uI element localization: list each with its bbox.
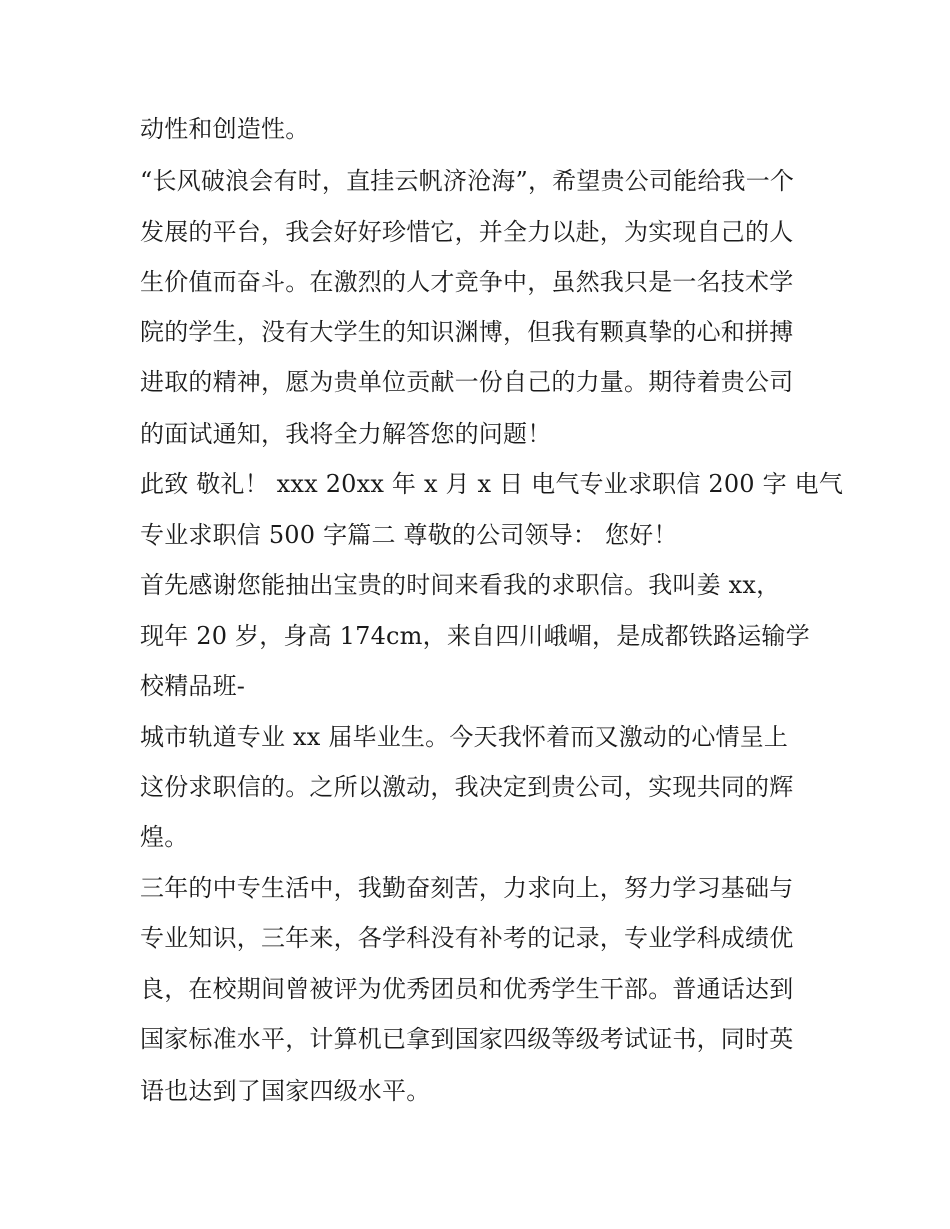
text-line: 语也达到了国家四级水平。 <box>140 1077 431 1105</box>
text-line: 煌。 <box>140 823 189 851</box>
text-line: 发展的平台，我会好好珍惜它，并全力以赴，为实现自己的人 <box>140 218 794 246</box>
text-line: 校精品班- <box>140 672 246 700</box>
text-line: 城市轨道专业 xx 届毕业生。今天我怀着而又激动的心情呈上 <box>140 723 789 751</box>
text-line: 首先感谢您能抽出宝贵的时间来看我的求职信。我叫姜 xx， <box>140 571 781 599</box>
text-line: 良，在校期间曾被评为优秀团员和优秀学生干部。普通话达到 <box>140 975 794 1003</box>
text-line: 动性和创造性。 <box>140 115 310 143</box>
text-line: 现年 20 岁，身高 174cm，来自四川峨嵋，是成都铁路运输学 <box>140 622 810 650</box>
text-line: 生价值而奋斗。在激烈的人才竞争中，虽然我只是一名技术学 <box>140 268 794 296</box>
text-line: 进取的精神，愿为贵单位贡献一份自己的力量。期待着贵公司 <box>140 368 794 396</box>
text-line: 国家标准水平，计算机已拿到国家四级等级考试证书，同时英 <box>140 1025 794 1053</box>
text-line: 此致 敬礼！ xxx 20xx 年 x 月 x 日 电气专业求职信 200 字 电气 <box>140 470 844 498</box>
text-line: 专业知识，三年来，各学科没有补考的记录，专业学科成绩优 <box>140 924 794 952</box>
text-line: 院的学生，没有大学生的知识渊博，但我有颗真挚的心和拼搏 <box>140 318 794 346</box>
text-line: 三年的中专生活中，我勤奋刻苦，力求向上，努力学习基础与 <box>140 874 794 902</box>
text-line: 的面试通知，我将全力解答您的问题！ <box>140 420 552 448</box>
text-line: “长风破浪会有时，直挂云帆济沧海”，希望贵公司能给我一个 <box>140 167 795 195</box>
text-line: 这份求职信的。之所以激动，我决定到贵公司，实现共同的辉 <box>140 773 794 801</box>
text-line: 专业求职信 500 字篇二 尊敬的公司领导： 您好！ <box>140 521 678 549</box>
